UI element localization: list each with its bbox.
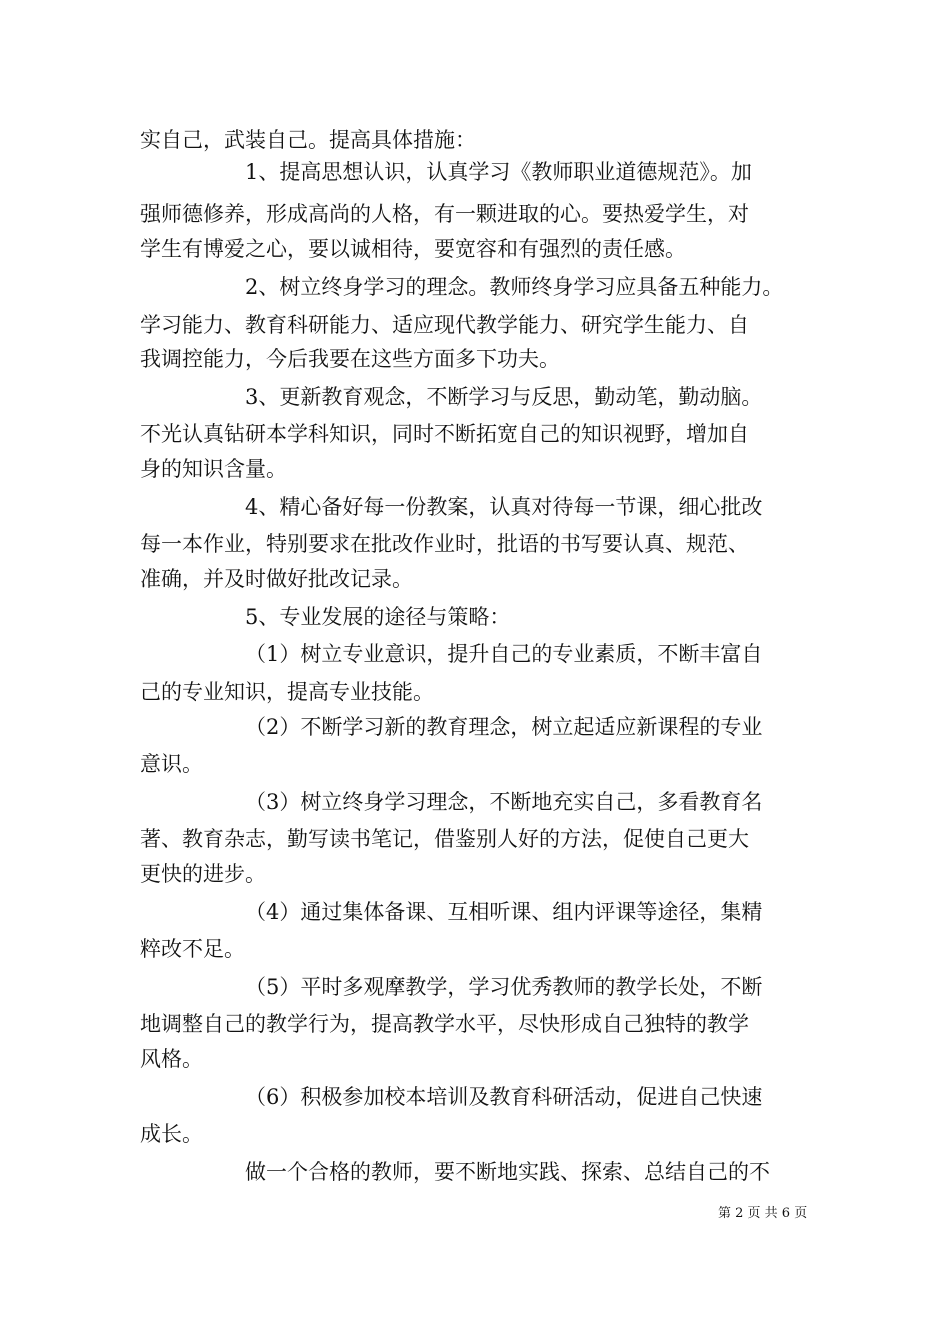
text-line: 5、专业发展的途径与策略：	[245, 605, 511, 629]
page-number-footer: 第 2 页 共 6 页	[718, 1206, 808, 1221]
text-line: 强师德修养，形成高尚的人格，有一颗进取的心。要热爱学生，对	[140, 202, 749, 226]
text-line: 我调控能力，今后我要在这些方面多下功夫。	[140, 347, 560, 371]
text-line: （4）通过集体备课、互相听课、组内评课等途径，集精	[245, 900, 763, 924]
text-line: 学生有博爱之心，要以诚相待，要宽容和有强烈的责任感。	[140, 237, 686, 261]
text-line: 不光认真钻研本学科知识，同时不断拓宽自己的知识视野，增加自	[140, 422, 749, 446]
text-line: （2）不断学习新的教育理念，树立起适应新课程的专业	[245, 715, 763, 739]
text-line: 3、更新教育观念，不断学习与反思，勤动笔，勤动脑。	[245, 385, 763, 409]
text-line: 4、精心备好每一份教案，认真对待每一节课，细心批改	[245, 495, 763, 519]
text-line: 成长。	[140, 1122, 203, 1146]
text-line: （6）积极参加校本培训及教育科研活动，促进自己快速	[245, 1085, 763, 1109]
text-line: （1）树立专业意识，提升自己的专业素质，不断丰富自	[245, 642, 763, 666]
text-line: 著、教育杂志，勤写读书笔记，借鉴别人好的方法，促使自己更大	[140, 827, 749, 851]
text-line: 每一本作业，特别要求在批改作业时，批语的书写要认真、规范、	[140, 532, 749, 556]
text-line: 实自己，武装自己。提高具体措施：	[140, 128, 476, 152]
text-line: 己的专业知识，提高专业技能。	[140, 680, 434, 704]
text-line: 身的知识含量。	[140, 457, 287, 481]
text-line: 意识。	[140, 752, 203, 776]
text-line: （3）树立终身学习理念，不断地充实自己，多看教育名	[245, 790, 763, 814]
text-line: 1、提高思想认识，认真学习《教师职业道德规范》。加	[245, 160, 752, 184]
text-line: 风格。	[140, 1047, 203, 1071]
text-line: 地调整自己的教学行为，提高教学水平，尽快形成自己独特的教学	[140, 1012, 749, 1036]
text-line: 更快的进步。	[140, 862, 266, 886]
text-line: 2、树立终身学习的理念。教师终身学习应具备五种能力。	[245, 275, 784, 299]
text-line: （5）平时多观摩教学，学习优秀教师的教学长处，不断	[245, 975, 763, 999]
text-line: 做一个合格的教师，要不断地实践、探索、总结自己的不	[245, 1160, 770, 1184]
text-line: 粹改不足。	[140, 937, 245, 961]
text-line: 准确，并及时做好批改记录。	[140, 567, 413, 591]
text-line: 学习能力、教育科研能力、适应现代教学能力、研究学生能力、自	[140, 313, 749, 337]
